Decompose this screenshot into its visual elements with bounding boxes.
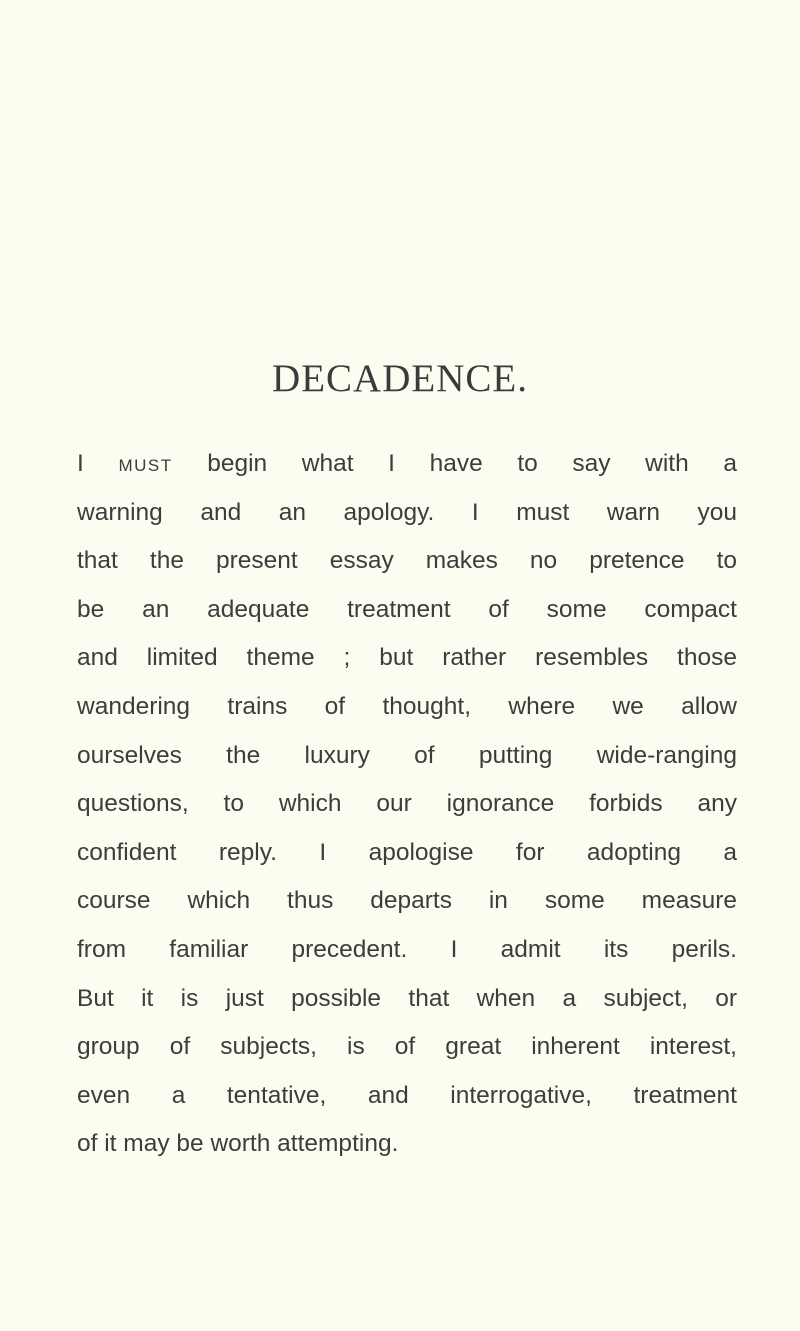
paragraph-line xyxy=(77,440,737,489)
paragraph-line: course which thus departs in some measure xyxy=(77,887,737,915)
paragraph-line: ourselves the luxury of putting wide-ranging xyxy=(77,741,737,769)
paragraph-line: be an adequate treatment of some compact xyxy=(77,595,737,623)
small-caps-word: must xyxy=(118,450,173,477)
paragraph-line: warning and an apology. I must warn you xyxy=(77,498,737,526)
paragraph-line: from familiar precedent. I admit its perils. xyxy=(77,935,737,963)
paragraph-line: But it is just possible that when a subject, or xyxy=(77,984,737,1012)
paragraph-line: even a tentative, and interrogative, treatment xyxy=(77,1081,737,1109)
paragraph-line: confident reply. I apologise for adopting a xyxy=(77,838,737,866)
paragraph-line: group of subjects, is of great inherent interest, xyxy=(77,1033,737,1061)
paragraph-line: wandering trains of thought, where we allow xyxy=(77,692,737,720)
paragraph-line: of it may be worth attempting. xyxy=(77,1130,399,1158)
paragraph-line: questions, to which our ignorance forbids any xyxy=(77,790,737,818)
first-line-rest: begin what I have to say with a xyxy=(172,450,737,477)
paragraph-line: that the present essay makes no pretence to xyxy=(77,547,737,575)
first-line-prefix: I xyxy=(77,450,119,477)
paragraph-line: and limited theme ; but rather resembles those xyxy=(77,644,737,672)
body-paragraph xyxy=(77,440,737,1169)
chapter-title: DECADENCE. xyxy=(272,357,528,400)
